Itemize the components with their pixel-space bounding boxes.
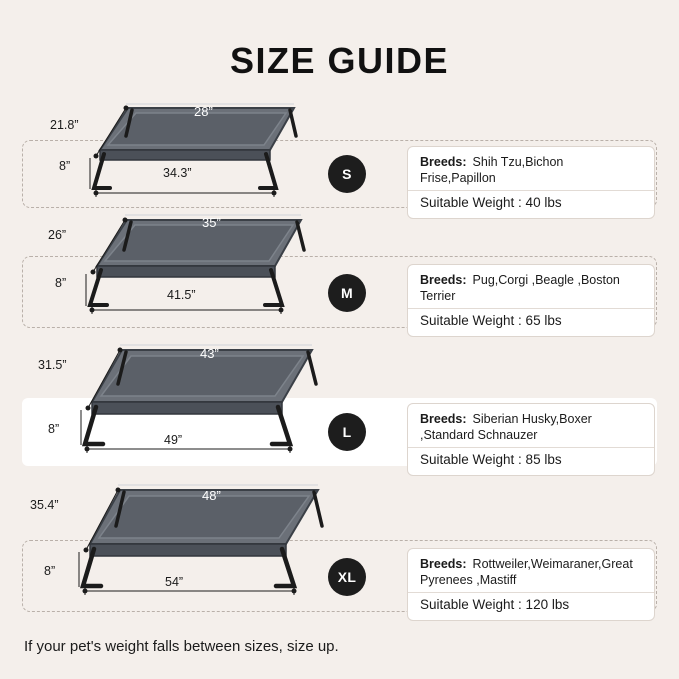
dim-depth-m: 26”	[48, 228, 67, 242]
dim-top-width-s: 28”	[194, 104, 213, 119]
info-card-xl	[407, 548, 655, 621]
breeds-label-m: Breeds:	[420, 273, 467, 287]
size-badge-xl: XL	[328, 558, 366, 596]
dim-depth-l: 31.5”	[38, 358, 67, 372]
dim-height-xl: 8”	[44, 564, 56, 578]
breeds-value-xl: Rottweiler,Weimaraner,Great Pyrenees ,Mastiff	[420, 557, 633, 587]
breeds-label-xl: Breeds:	[420, 557, 467, 571]
dim-height-s: 8”	[59, 159, 71, 173]
page-title: SIZE GUIDE	[229, 40, 450, 81]
info-card-l	[407, 403, 655, 476]
dim-height-m: 8”	[55, 276, 67, 290]
breeds-label-l: Breeds:	[420, 412, 467, 426]
size-row-m	[22, 215, 657, 328]
breeds-line-xl	[420, 556, 642, 588]
weight-l: Suitable Weight : 85 lbs	[420, 452, 562, 467]
size-row-s	[22, 104, 657, 210]
info-divider-l	[408, 447, 654, 448]
weight-m: Suitable Weight : 65 lbs	[420, 313, 562, 328]
breeds-value-l: Siberian Husky,Boxer ,Standard Schnauzer	[420, 412, 592, 442]
dim-bottom-width-m: 41.5”	[167, 288, 196, 302]
info-card-m	[407, 264, 655, 337]
dim-height-l: 8”	[48, 422, 60, 436]
dim-top-width-xl: 48”	[202, 488, 221, 503]
dim-bottom-width-l: 49”	[164, 433, 183, 447]
dim-bottom-width-s: 34.3”	[163, 166, 192, 180]
size-badge-m: M	[328, 274, 366, 312]
info-divider-xl	[408, 592, 654, 593]
size-row-xl	[22, 488, 657, 612]
size-row-l	[22, 346, 657, 467]
info-divider-m	[408, 308, 654, 309]
info-divider-s	[408, 190, 654, 191]
size-badge-l: L	[328, 413, 366, 451]
breeds-label-s: Breeds:	[420, 155, 467, 169]
weight-s: Suitable Weight : 40 lbs	[420, 195, 562, 210]
breeds-line-l	[420, 411, 642, 443]
dim-depth-xl: 35.4”	[30, 498, 59, 512]
breeds-value-m: Pug,Corgi ,Beagle ,Boston Terrier	[420, 273, 620, 303]
footnote: If your pet's weight falls between sizes, size up.	[24, 638, 339, 655]
info-card-s	[407, 146, 655, 219]
breeds-value-s: Shih Tzu,Bichon Frise,Papillon	[420, 155, 564, 185]
breeds-line-s	[420, 154, 642, 186]
size-badge-s: S	[328, 155, 366, 193]
dim-bottom-width-xl: 54”	[165, 575, 184, 589]
breeds-line-m	[420, 272, 642, 304]
dim-depth-s: 21.8”	[50, 118, 79, 132]
weight-xl: Suitable Weight : 120 lbs	[420, 597, 570, 612]
dim-top-width-m: 35”	[202, 215, 221, 230]
dim-top-width-l: 43”	[200, 346, 219, 361]
